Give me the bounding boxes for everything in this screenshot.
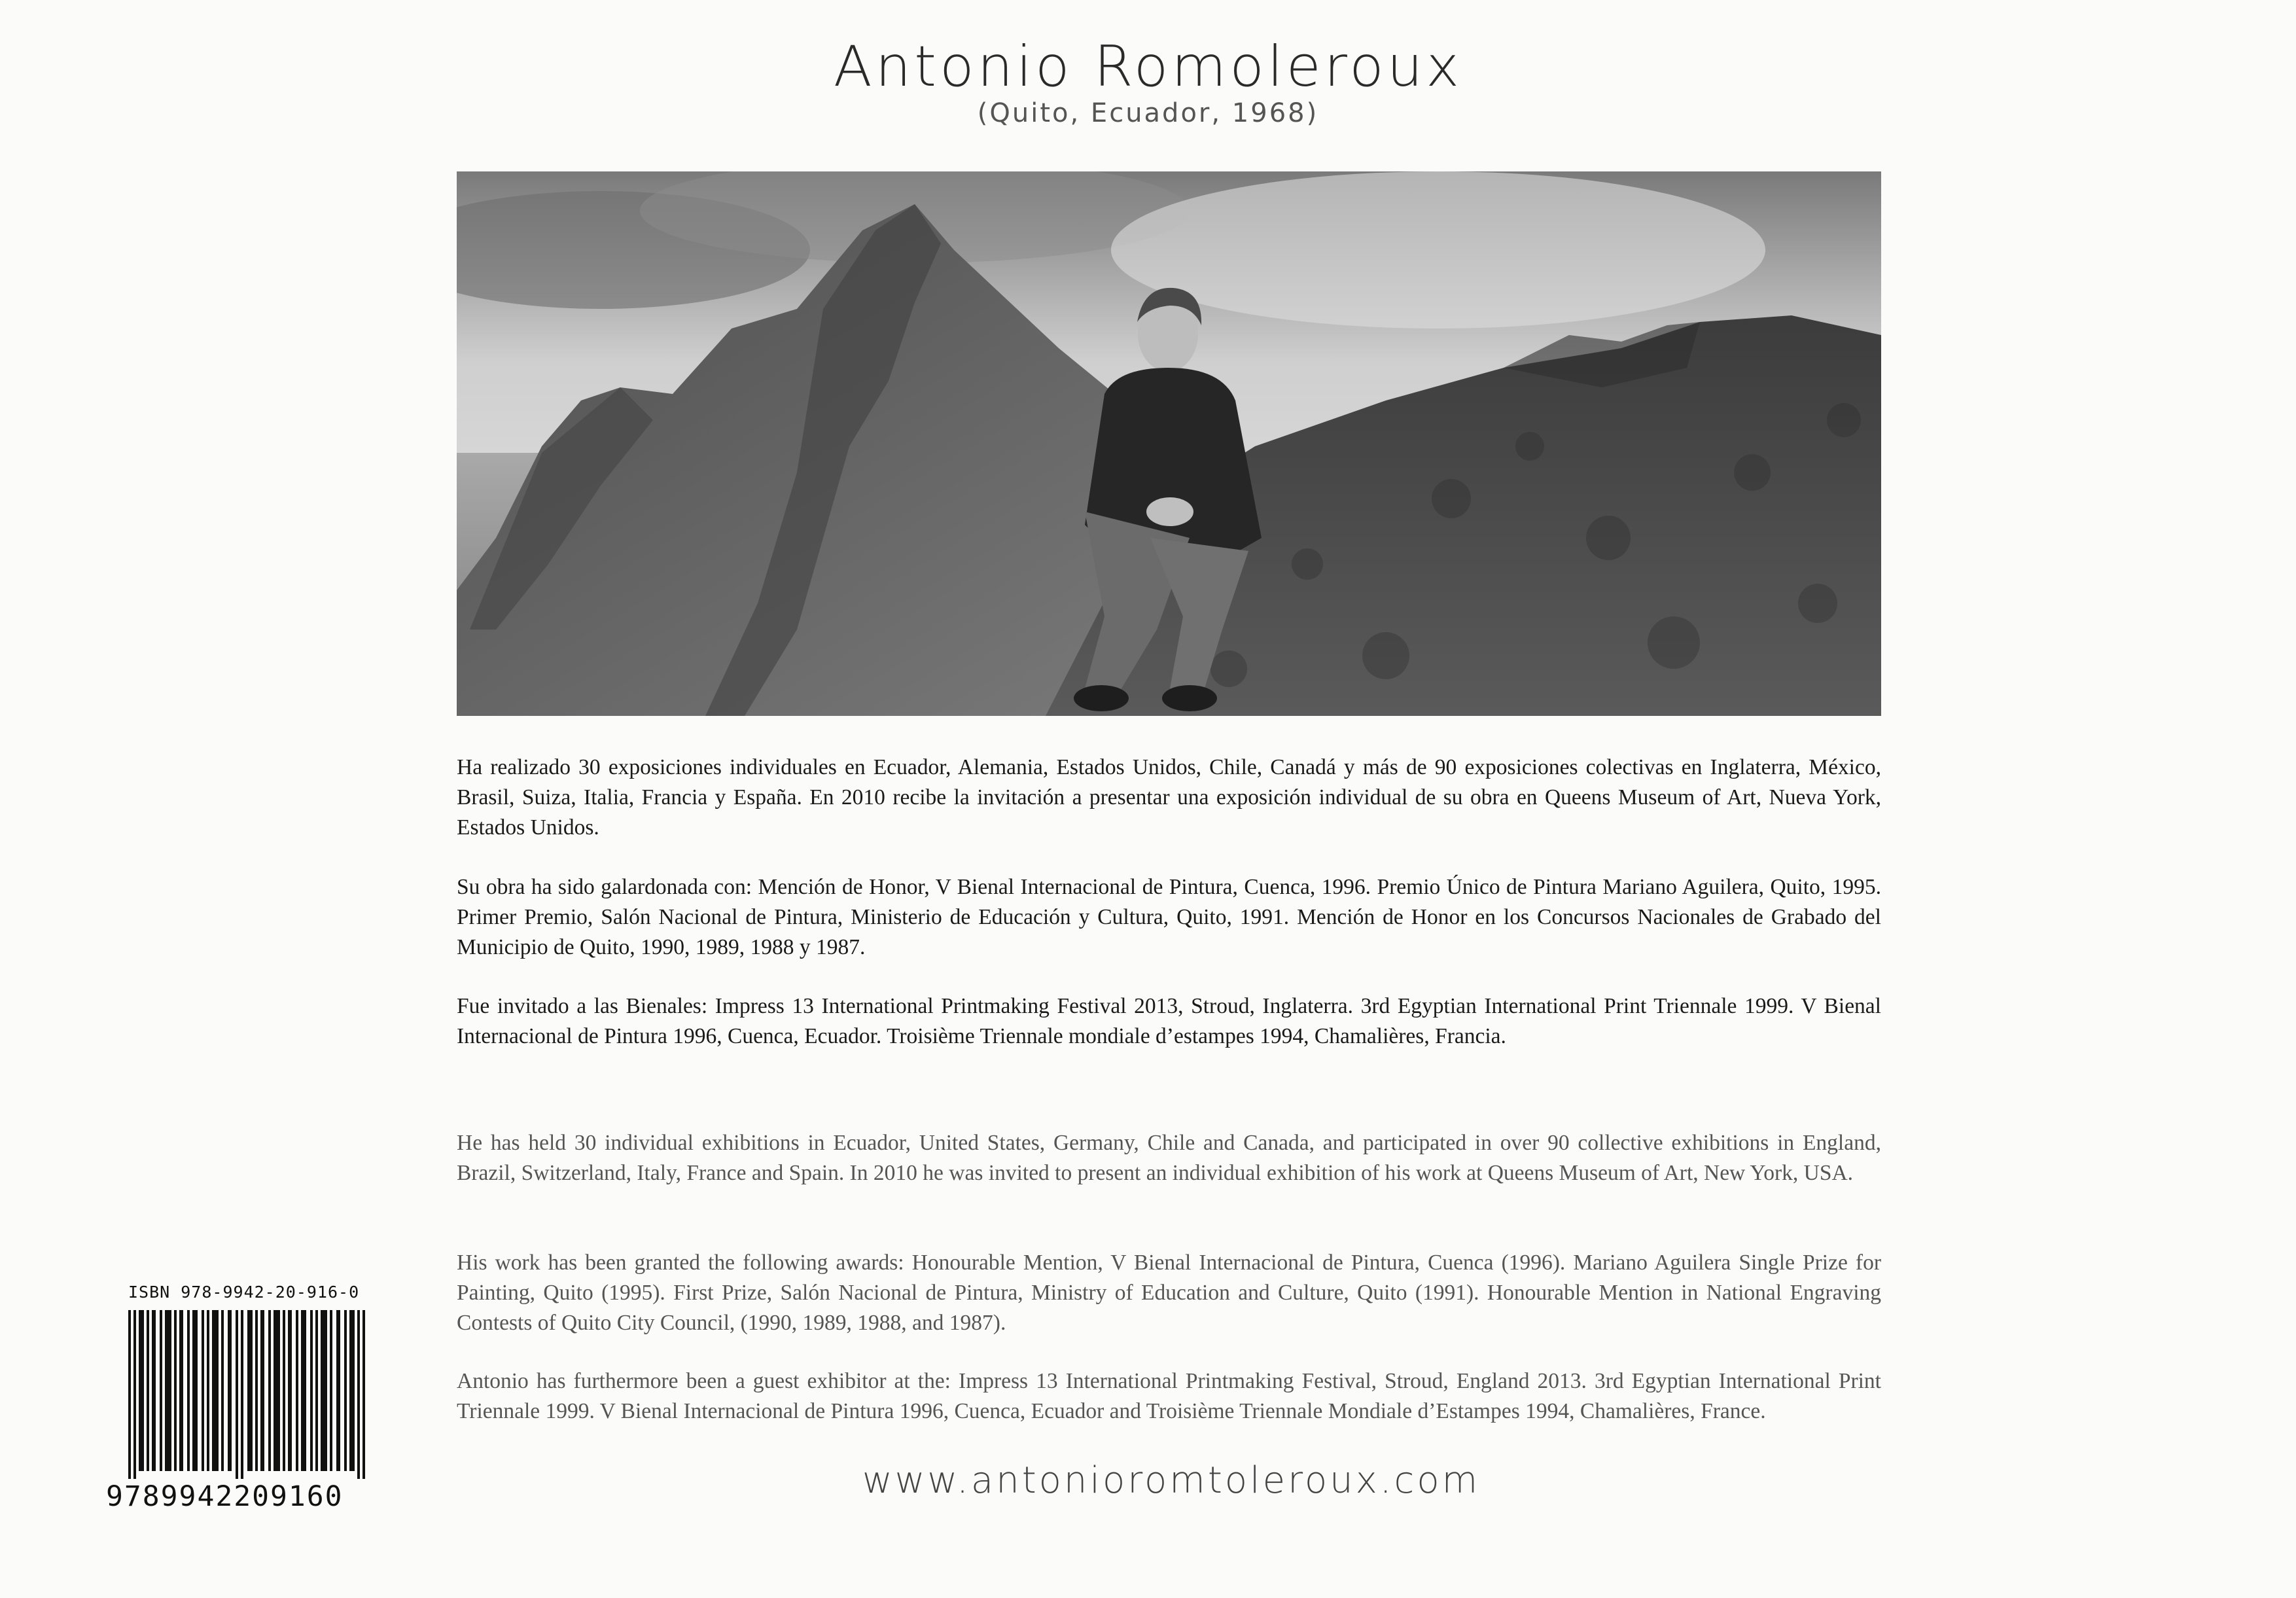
isbn-label: ISBN 978-9942-20-916-0 [128, 1283, 360, 1302]
barcode-icon [106, 1310, 374, 1479]
bio-en-paragraph: Antonio has furthermore been a guest exhibitor at the: Impress 13 International Printmaking Festival, Stroud, England 2013. 3rd Egyptian International Print Triennale 1999. V Bienal Internacional de Pintura 1996, Cuenca, Ecuador and Troisième Triennale Mondiale d’Estampes 1994, Chamalières, France. [457, 1369, 1881, 1423]
artist-origin: (Quito, Ecuador, 1968) [977, 98, 1319, 128]
bio-es-paragraph: Fue invitado a las Bienales: Impress 13 International Printmaking Festival 2013, Stroud, Inglaterra. 3rd Egyptian International Print Triennale 1999. V Bienal Internacional de Pintura 1996, Cuenca, Ecuador. Troisième Triennale mondiale d’estampes 1994, Chamalières, Francia. [457, 994, 1881, 1048]
isbn-digits: 9789942209160 [106, 1480, 344, 1513]
artist-photo [457, 171, 1881, 716]
bio-es-paragraph: Ha realizado 30 exposiciones individuales en Ecuador, Alemania, Estados Unidos, Chile, Canadá y más de 90 exposiciones colectivas en Inglaterra, México, Brasil, Suiza, Italia, Francia y España. En 2010 recibe la invitación a presentar una exposición individual de su obra en Queens Museum of Art, Nueva York, Estados Unidos. [457, 755, 1881, 840]
isbn-barcode-block [106, 1283, 374, 1514]
portrait-photo-icon [457, 171, 1881, 716]
website-url[interactable]: www.antonioromtoleroux.com [862, 1459, 1481, 1502]
bio-es-paragraph: Su obra ha sido galardonada con: Mención de Honor, V Bienal Internacional de Pintura, Cuenca, 1996. Premio Único de Pintura Mariano Aguilera, Quito, 1995. Primer Premio, Salón Nacional de Pintura, Ministerio de Educación y Cultura, Quito, 1991. Mención de Honor en los Concursos Nacionales de Grabado del Municipio de Quito, 1990, 1989, 1988 y 1987. [457, 875, 1881, 959]
artist-name: Antonio Romoleroux [833, 34, 1463, 99]
bio-en-paragraph: He has held 30 individual exhibitions in Ecuador, United States, Germany, Chile and Canada, and participated in over 90 collective exhibitions in England, Brazil, Switzerland, Italy, France and Spain. In 2010 he was invited to present an individual exhibition of his work at Queens Museum of Art, New York, USA. [457, 1131, 1881, 1185]
bio-en-paragraph: His work has been granted the following awards: Honourable Mention, V Bienal Internacional de Pintura, Cuenca (1996). Mariano Aguilera Single Prize for Painting, Quito (1995). First Prize, Salón Nacional de Pintura, Ministry of Education and Culture, Quito (1991). Honourable Mention in National Engraving Contests of Quito City Council, (1990, 1989, 1988, and 1987). [457, 1251, 1881, 1335]
